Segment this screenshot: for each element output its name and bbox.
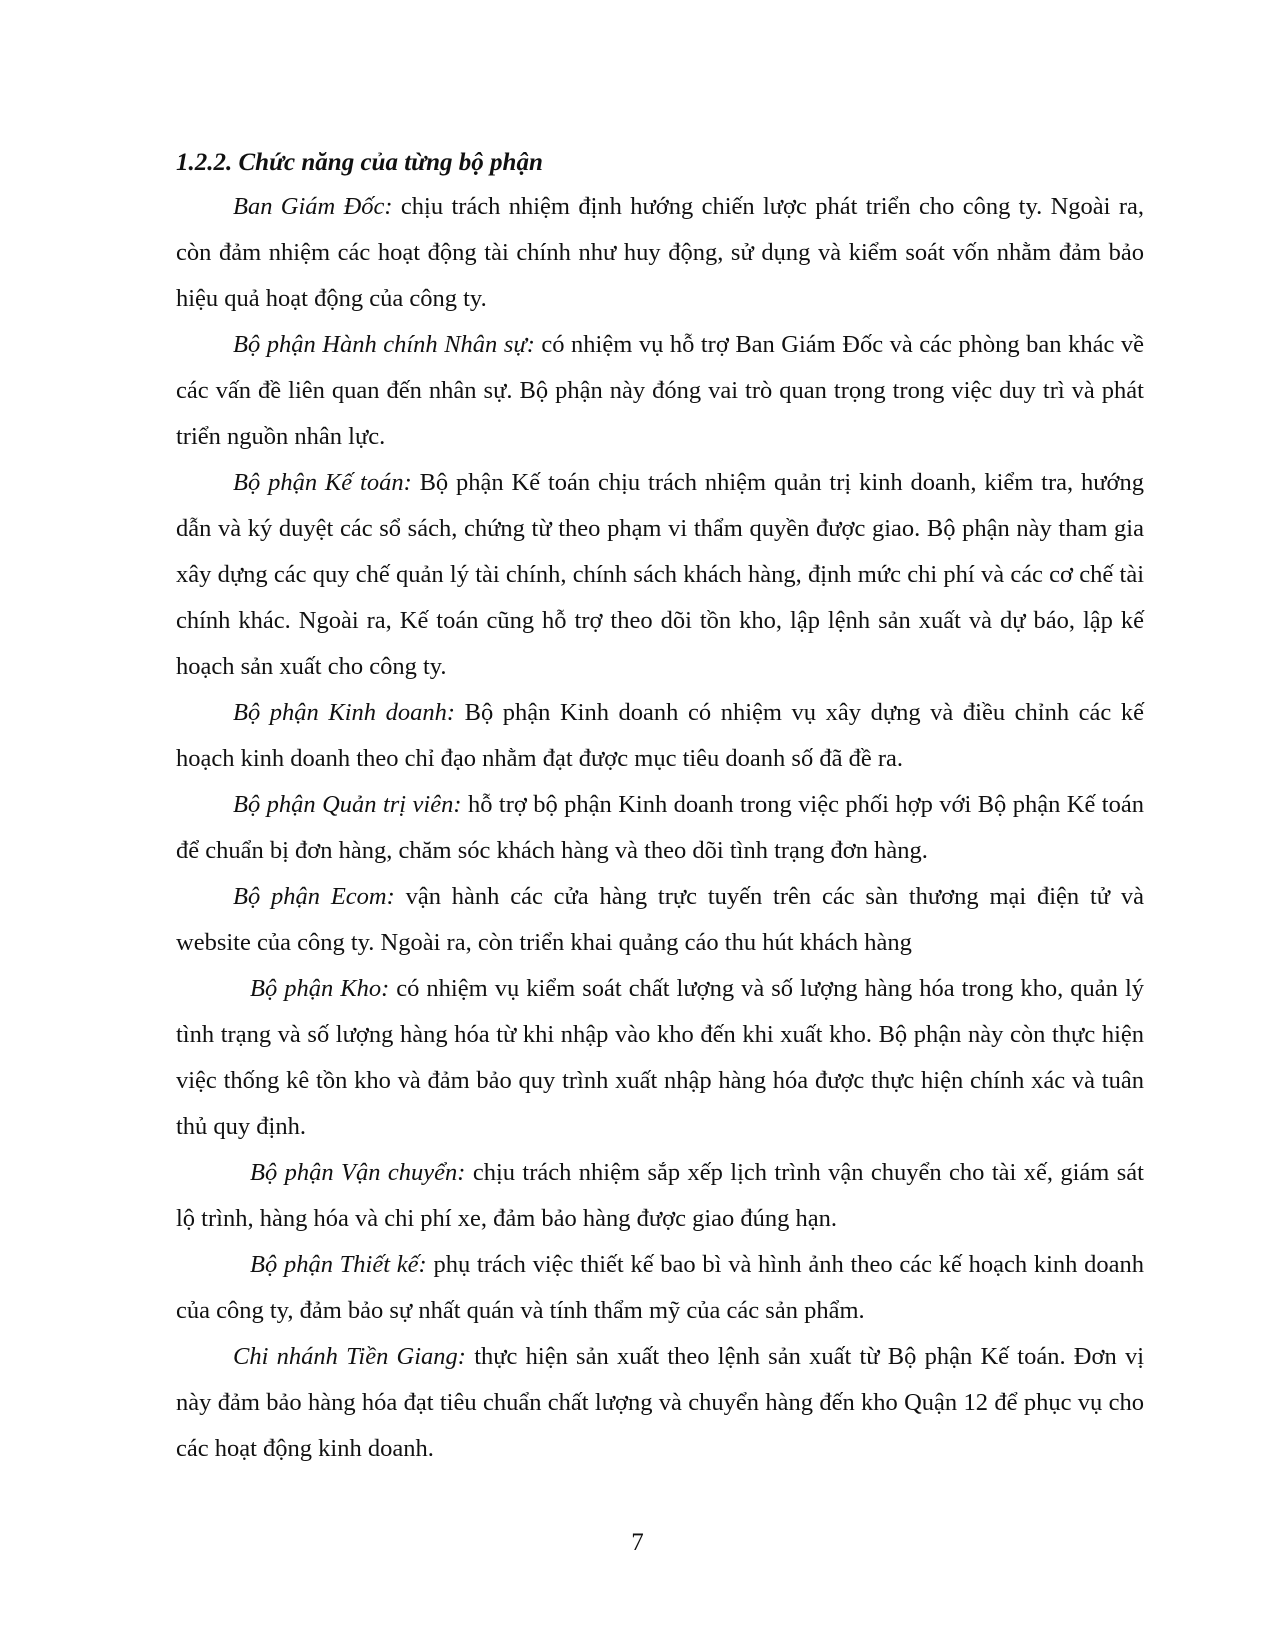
paragraph-text: vận hành các cửa hàng trực tuyến trên các sàn thương mại điện tử và website của công ty. Ngoài ra, còn triển khai quảng cáo thu hút khách hàng [176, 883, 1144, 956]
paragraph-kinh-doanh [176, 690, 1144, 782]
paragraph-term: Bộ phận Kho: [250, 975, 390, 1002]
page-content [176, 146, 1144, 1472]
paragraph-term: Bộ phận Hành chính Nhân sự: [233, 331, 535, 358]
paragraph-ecom [176, 874, 1144, 966]
paragraph-term: Bộ phận Ecom: [233, 883, 395, 910]
paragraph-text: hỗ trợ bộ phận Kinh doanh trong việc phối hợp với Bộ phận Kế toán để chuẩn bị đơn hàng, chăm sóc khách hàng và theo dõi tình trạng đơn hàng. [176, 791, 1144, 864]
paragraph-text: có nhiệm vụ hỗ trợ Ban Giám Đốc và các phòng ban khác về các vấn đề liên quan đến nhân sự. Bộ phận này đóng vai trò quan trọng trong việc duy trì và phát triển nguồn nhân lực. [176, 331, 1144, 450]
paragraph-text: thực hiện sản xuất theo lệnh sản xuất từ Bộ phận Kế toán. Đơn vị này đảm bảo hàng hóa đạt tiêu chuẩn chất lượng và chuyển hàng đến kho Quận 12 để phục vụ cho các hoạt động kinh doanh. [176, 1343, 1144, 1462]
paragraph-kho [176, 966, 1144, 1150]
paragraph-ban-giam-doc [176, 184, 1144, 322]
paragraph-text: chịu trách nhiệm sắp xếp lịch trình vận chuyển cho tài xế, giám sát lộ trình, hàng hóa và chi phí xe, đảm bảo hàng được giao đúng hạn. [176, 1159, 1144, 1232]
paragraph-quan-tri-vien [176, 782, 1144, 874]
page-number: 7 [631, 1529, 644, 1556]
paragraph-text: Bộ phận Kinh doanh có nhiệm vụ xây dựng và điều chỉnh các kế hoạch kinh doanh theo chỉ đạo nhằm đạt được mục tiêu doanh số đã đề ra. [176, 699, 1144, 772]
paragraph-van-chuyen [176, 1150, 1144, 1242]
paragraph-term: Bộ phận Kinh doanh: [233, 699, 456, 726]
paragraph-text: Bộ phận Kế toán chịu trách nhiệm quản trị kinh doanh, kiểm tra, hướng dẫn và ký duyệt các sổ sách, chứng từ theo phạm vi thẩm quyền được giao. Bộ phận này tham gia xây dựng các quy chế quản lý tài chính, chính sách khách hàng, định mức chi phí và các cơ chế tài chính khác. Ngoài ra, Kế toán cũng hỗ trợ theo dõi tồn kho, lập lệnh sản xuất và dự báo, lập kế hoạch sản xuất cho công ty. [176, 469, 1144, 680]
paragraph-term: Chi nhánh Tiền Giang: [233, 1343, 466, 1370]
section-heading: 1.2.2. Chức năng của từng bộ phận [176, 149, 543, 176]
paragraph-text: phụ trách việc thiết kế bao bì và hình ảnh theo các kế hoạch kinh doanh của công ty, đảm bảo sự nhất quán và tính thẩm mỹ của các sản phẩm. [176, 1251, 1144, 1324]
paragraph-text: chịu trách nhiệm định hướng chiến lược phát triển cho công ty. Ngoài ra, còn đảm nhiệm các hoạt động tài chính như huy động, sử dụng và kiểm soát vốn nhằm đảm bảo hiệu quả hoạt động của công ty. [176, 193, 1144, 312]
paragraph-ke-toan [176, 460, 1144, 690]
paragraph-text: có nhiệm vụ kiểm soát chất lượng và số lượng hàng hóa trong kho, quản lý tình trạng và số lượng hàng hóa từ khi nhập vào kho đến khi xuất kho. Bộ phận này còn thực hiện việc thống kê tồn kho và đảm bảo quy trình xuất nhập hàng hóa được thực hiện chính xác và tuân thủ quy định. [176, 975, 1144, 1140]
paragraph-term: Ban Giám Đốc: [233, 193, 393, 220]
paragraph-thiet-ke [176, 1242, 1144, 1334]
paragraph-hanh-chinh-nhan-su [176, 322, 1144, 460]
paragraph-term: Bộ phận Kế toán: [233, 469, 412, 496]
paragraph-term: Bộ phận Vận chuyển: [250, 1159, 466, 1186]
paragraph-term: Bộ phận Thiết kế: [250, 1251, 427, 1278]
paragraph-chi-nhanh-tien-giang [176, 1334, 1144, 1472]
paragraph-term: Bộ phận Quản trị viên: [233, 791, 462, 818]
